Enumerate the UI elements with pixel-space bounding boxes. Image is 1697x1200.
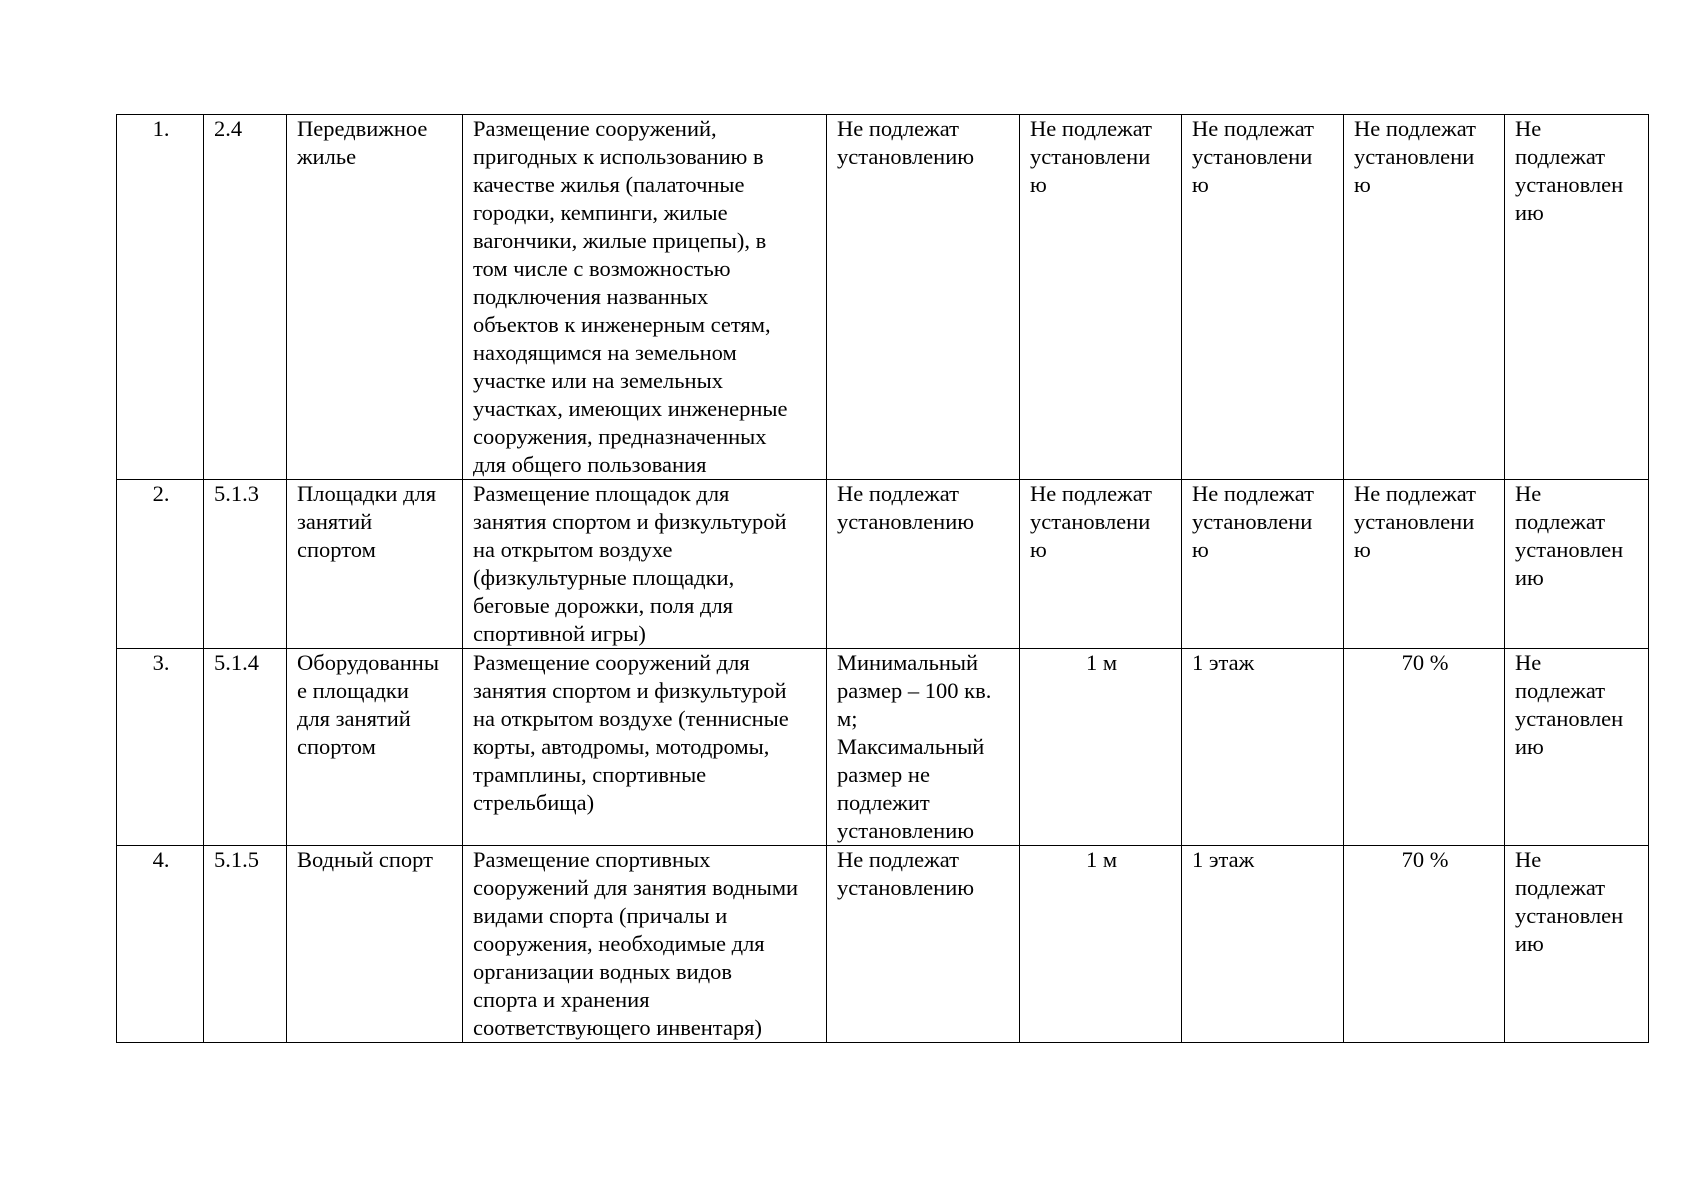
- use-description-cell: [463, 115, 827, 480]
- other-cell: [1505, 115, 1649, 480]
- use-name: Водный спорт: [297, 847, 433, 872]
- setback-cell: [1020, 115, 1182, 480]
- use-name: Передвижное жилье: [297, 116, 428, 169]
- row-number: 1.: [152, 116, 170, 141]
- other: Не подлежат установлен ию: [1515, 847, 1624, 956]
- setback-cell: [1020, 480, 1182, 649]
- land-use-regulations-table: [116, 114, 1649, 1043]
- use-description: Размещение сооружений для занятия спортом и физкультурой на открытом воздухе (теннисные корты, автодромы, мотодромы, трамплины, спортивные стрельбища): [473, 650, 789, 815]
- use-description-cell: [463, 649, 827, 846]
- floors: 1 этаж: [1192, 650, 1255, 675]
- plot-size: Не подлежат установлению: [837, 847, 975, 900]
- table-row: [117, 846, 1649, 1043]
- use-description: Размещение площадок для занятия спортом и физкультурой на открытом воздухе (физкультурные площадки, беговые дорожки, поля для спортивной игры): [473, 481, 787, 646]
- floors-cell: [1182, 846, 1344, 1043]
- use-code: 5.1.5: [214, 847, 259, 872]
- use-name-cell: [287, 846, 463, 1043]
- coverage-cell: [1344, 649, 1505, 846]
- use-description-cell: [463, 846, 827, 1043]
- floors-cell: [1182, 115, 1344, 480]
- use-code-cell: [204, 480, 287, 649]
- other-cell: [1505, 649, 1649, 846]
- other: Не подлежат установлен ию: [1515, 650, 1624, 759]
- row-number-cell: [117, 649, 204, 846]
- setback-cell: [1020, 846, 1182, 1043]
- row-number-cell: [117, 846, 204, 1043]
- floors: Не подлежат установлени ю: [1192, 116, 1314, 197]
- plot-size-cell: [827, 480, 1020, 649]
- setback: 1 м: [1085, 847, 1118, 872]
- row-number-cell: [117, 480, 204, 649]
- setback: 1 м: [1085, 650, 1118, 675]
- coverage-cell: [1344, 846, 1505, 1043]
- other: Не подлежат установлен ию: [1515, 116, 1624, 225]
- plot-size-cell: [827, 649, 1020, 846]
- coverage: Не подлежат установлени ю: [1354, 116, 1476, 197]
- table-row: [117, 649, 1649, 846]
- use-description-cell: [463, 480, 827, 649]
- row-number: 2.: [152, 481, 170, 506]
- use-code: 5.1.4: [214, 650, 259, 675]
- row-number: 4.: [152, 847, 170, 872]
- use-name-cell: [287, 649, 463, 846]
- floors: 1 этаж: [1192, 847, 1255, 872]
- table-row: [117, 115, 1649, 480]
- use-name-cell: [287, 480, 463, 649]
- setback: Не подлежат установлени ю: [1030, 116, 1152, 197]
- plot-size-cell: [827, 115, 1020, 480]
- use-code: 5.1.3: [214, 481, 259, 506]
- use-code-cell: [204, 649, 287, 846]
- other: Не подлежат установлен ию: [1515, 481, 1624, 590]
- row-number-cell: [117, 115, 204, 480]
- coverage: 70 %: [1401, 847, 1449, 872]
- use-description: Размещение спортивных сооружений для занятия водными видами спорта (причалы и сооружения, необходимые для организации водных видов спорта и хранения соответствующего инвентаря): [473, 847, 799, 1040]
- coverage: 70 %: [1401, 650, 1449, 675]
- plot-size: Не подлежат установлению: [837, 116, 975, 169]
- coverage: Не подлежат установлени ю: [1354, 481, 1476, 562]
- other-cell: [1505, 846, 1649, 1043]
- floors-cell: [1182, 480, 1344, 649]
- table-row: [117, 480, 1649, 649]
- plot-size: Не подлежат установлению: [837, 481, 975, 534]
- use-name-cell: [287, 115, 463, 480]
- use-name: Оборудованны е площадки для занятий спортом: [297, 650, 439, 759]
- setback: Не подлежат установлени ю: [1030, 481, 1152, 562]
- use-code-cell: [204, 115, 287, 480]
- plot-size: Минимальный размер – 100 кв. м; Максимальный размер не подлежит установлению: [837, 650, 992, 843]
- floors-cell: [1182, 649, 1344, 846]
- row-number: 3.: [152, 650, 170, 675]
- other-cell: [1505, 480, 1649, 649]
- coverage-cell: [1344, 115, 1505, 480]
- use-name: Площадки для занятий спортом: [297, 481, 437, 562]
- use-code: 2.4: [214, 116, 243, 141]
- use-code-cell: [204, 846, 287, 1043]
- coverage-cell: [1344, 480, 1505, 649]
- use-description: Размещение сооружений, пригодных к использованию в качестве жилья (палаточные городки, кемпинги, жилые вагончики, жилые прицепы), в том числе с возможностью подключения названных объектов к инженерным сетям, находящимся на земельном участке или на земельных участках, имеющих инженерные сооружения, предназначенных для общего пользования: [473, 116, 788, 477]
- setback-cell: [1020, 649, 1182, 846]
- plot-size-cell: [827, 846, 1020, 1043]
- floors: Не подлежат установлени ю: [1192, 481, 1314, 562]
